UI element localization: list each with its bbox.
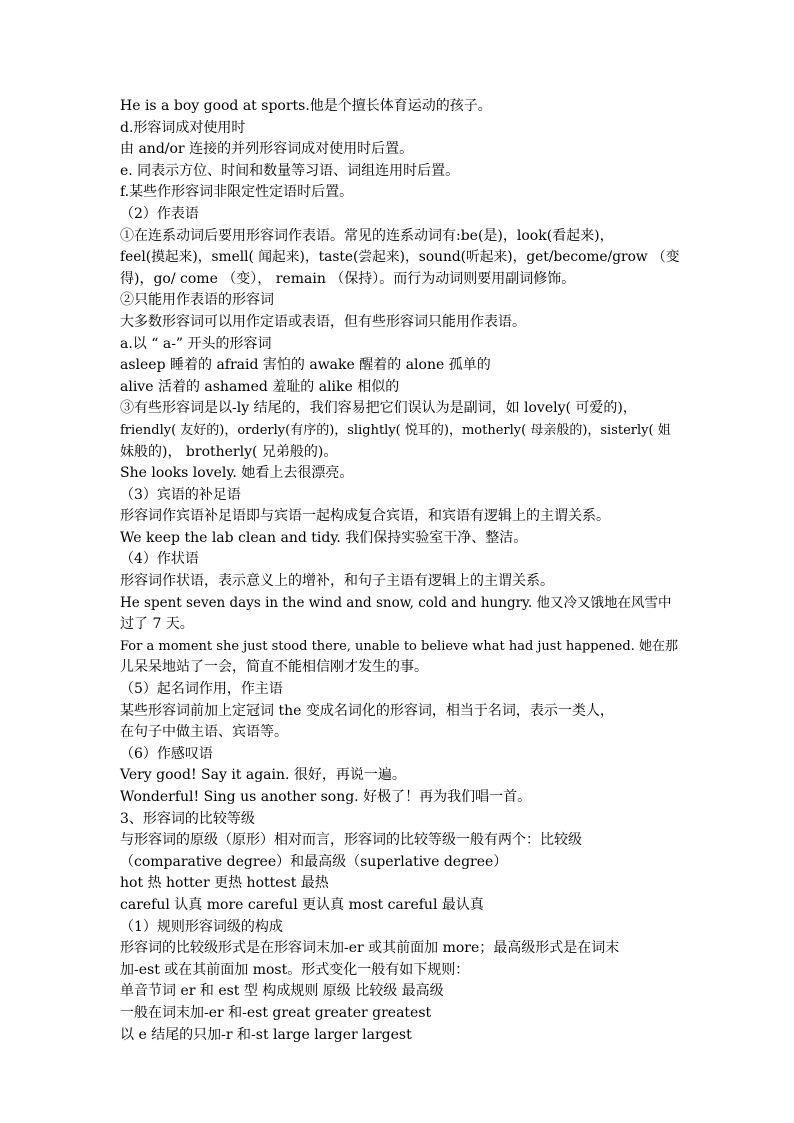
section-heading: （5）起名词作用，作主语 <box>120 681 283 698</box>
text-line: Wonderful! Sing us another song. 好极了！再为我们唱一首。 <box>120 789 532 805</box>
section-heading: （4）作状语 <box>120 551 199 568</box>
text-line: Very good! Say it again. 很好，再说一遍。 <box>120 767 406 784</box>
text-line: 大多数形容词可以用作定语或表语，但有些形容词只能用作表语。 <box>120 313 526 330</box>
text-line: careful 认真 more careful 更认真 most careful 最认真 <box>120 896 484 913</box>
text-line: 加-est 或在其前面加 most。形式变化一般有如下规则： <box>120 961 470 978</box>
text-line: 儿呆呆地站了一会，简直不能相信刚才发生的事。 <box>120 659 428 676</box>
text-line: 形容词作状语，表示意义上的增补，和句子主语有逻辑上的主谓关系。 <box>120 573 554 590</box>
text-line: For a moment she just stood there, unable to believe what had just happened. 她在那 <box>120 638 678 654</box>
section-heading: （6）作感叹语 <box>120 745 213 762</box>
text-line: 形容词的比较级形式是在形容词末加-er 或其前面加 more；最高级形式是在词末 <box>120 940 620 957</box>
text-line: 一般在词末加-er 和-est great greater greatest <box>120 1004 432 1021</box>
text-line: 形容词作宾语补足语即与宾语一起构成复合宾语，和宾语有逻辑上的主谓关系。 <box>120 508 610 525</box>
document-page <box>120 96 680 1046</box>
text-line: hot 热 hotter 更热 hottest 最热 <box>120 875 329 892</box>
text-line: （comparative degree）和最高级（superlative degree） <box>120 853 508 870</box>
text-line: We keep the lab clean and tidy. 我们保持实验室干净、整洁。 <box>120 529 528 546</box>
text-line: She looks lovely. 她看上去很漂亮。 <box>120 465 354 482</box>
text-line: ③有些形容词是以-ly 结尾的，我们容易把它们误认为是副词，如 lovely( 可爱的)， <box>120 400 637 417</box>
text-line: d.形容词成对使用时 <box>120 119 246 136</box>
section-heading: （2）作表语 <box>120 205 199 222</box>
text-line: 得)，go/ come （变）， remain （保持）。而行为动词则要用副词修饰。 <box>120 270 576 287</box>
text-line: 单音节词 er 和 est 型 构成规则 原级 比较级 最高级 <box>120 983 444 1000</box>
text-line: feel(摸起来)，smell( 闻起来)，taste(尝起来)，sound(听起来)，get/become/grow （变 <box>120 249 680 266</box>
text-line: 在句子中做主语、宾语等。 <box>120 724 288 741</box>
text-line: alive 活着的 ashamed 羞耻的 alike 相似的 <box>120 378 400 395</box>
text-line: 过了 7 天。 <box>120 616 194 633</box>
text-line: 妹般的)， brotherly( 兄弟般的)。 <box>120 443 338 460</box>
section-heading: （1）规则形容词级的构成 <box>120 918 283 935</box>
text-line: 由 and/or 连接的并列形容词成对使用时后置。 <box>120 141 414 158</box>
text-line: asleep 睡着的 afraid 害怕的 awake 醒着的 alone 孤单的 <box>120 357 491 374</box>
text-line: He is a boy good at sports.他是个擅长体育运动的孩子。 <box>120 98 492 114</box>
text-line: ②只能用作表语的形容词 <box>120 292 274 309</box>
text-line: f.某些作形容词非限定性定语时后置。 <box>120 184 354 201</box>
text-line: e. 同表示方位、时间和数量等习语、词组连用时后置。 <box>120 162 460 179</box>
text-line: 与形容词的原级（原形）相对而言，形容词的比较等级一般有两个：比较级 <box>120 832 582 849</box>
text-line: ①在连系动词后要用形容词作表语。常见的连系动词有:be(是)，look(看起来)， <box>120 227 614 244</box>
text-line: a.以 “ a-” 开头的形容词 <box>120 335 272 352</box>
section-heading: 3、形容词的比较等级 <box>120 810 255 827</box>
text-line: friendly( 友好的)，orderly(有序的)，slightly( 悦耳的)，motherly( 母亲般的)，sisterly( 姐 <box>120 422 671 438</box>
text-line: 某些形容词前加上定冠词 the 变成名词化的形容词，相当于名词，表示一类人， <box>120 702 614 719</box>
text-line: He spent seven days in the wind and snow, cold and hungry. 他又冷又饿地在风雪中 <box>120 594 672 611</box>
text-line: 以 e 结尾的只加-r 和-st large larger largest <box>120 1026 412 1043</box>
section-heading: （3）宾语的补足语 <box>120 486 241 503</box>
